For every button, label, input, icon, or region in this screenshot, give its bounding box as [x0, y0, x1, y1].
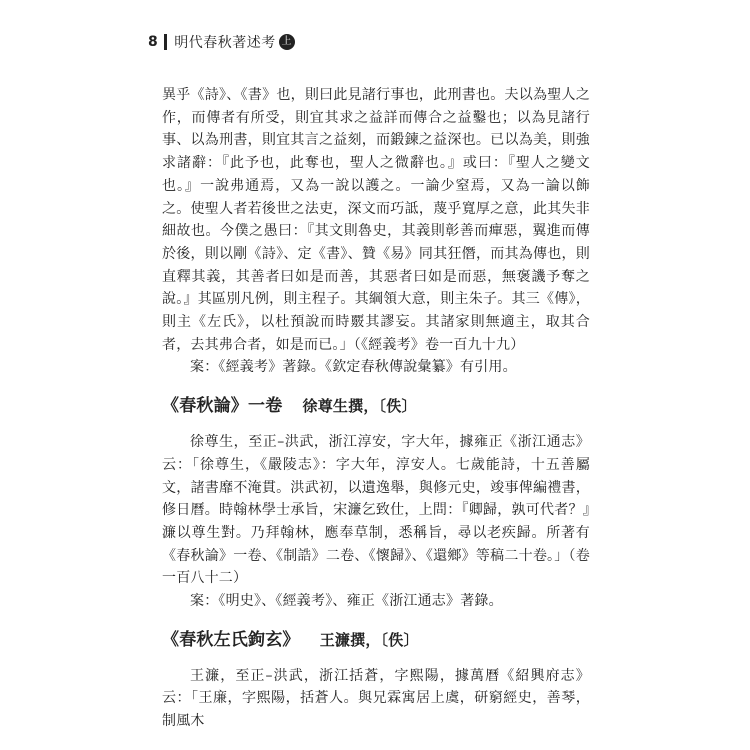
- entry-body: 徐尊生，至正–洪武，浙江淳安，字大年，據雍正《浙江通志》云：「徐尊生，《嚴陵志》：字大年，淳安人。七歲能詩，十五善屬文，諸書靡不淹貫。洪武初，以遺逸舉，與修元史，竣事俾編禮書，修日曆。時翰林學士承旨，宋濂乞致仕，上問：『卿歸，孰可代者？』濂以尊生對。乃拜翰林，應奉草制，悉稱旨，尋以老疾歸。所著有《春秋論》一卷、《制誥》二卷、《懷歸》、《還鄉》等稿二十卷。」（卷一百八十二）: [162, 434, 590, 587]
- entry-status: 〔佚〕: [380, 630, 419, 649]
- page-content: [162, 84, 590, 733]
- entry-author: 徐尊生撰，: [302, 397, 379, 416]
- entry-body: 王濂，至正–洪武，浙江括蒼，字熙陽，據萬曆《紹興府志》云：「王廉，字熙陽，括蒼人。與兄霖寓居上虞，研窮經史，善琴，制風木: [162, 667, 590, 730]
- entry-heading: [162, 393, 590, 419]
- header-divider: [164, 34, 167, 50]
- continued-paragraph: 異乎《詩》、《書》也，則曰此見諸行事也，此刑書也。夫以為聖人之作，而傳者有所受，則宜其求之益詳而傳合之益鑿也；以為見諸行事、以為刑書，則宜其言之益刻，而鍛鍊之益深也。已以為美，則強求諸辭：『此予也，此奪也，聖人之微辭也。』或曰：『聖人之變文也。』一說弗通焉，又為一說以護之。一論少窒焉，又為一論以飾之。使聖人者若後世之法吏，深文而巧詆，蔑乎寬厚之意，此其失非細故也。今僕之愚曰：『其文則魯史，其義則彰善而癉惡，翼進而傳於後，則以剛《詩》、定《書》、贊《易》同其狂僭，而其為傳也，則直釋其義，其善者曰如是而善，其惡者曰如是而惡，無褒譏予奪之說。』其區別凡例，則主程子。其綱領大意，則主朱子。其三《傳》，則主《左氏》，以杜預說而時覈其謬妄。其諸家則無適主，取其合者，去其弗合者，如是而已。」（《經義考》卷一百九十九）: [162, 87, 590, 353]
- book-title: 明代春秋著述考: [174, 35, 276, 51]
- entry-status: 〔佚〕: [378, 397, 417, 416]
- entry-title: 《春秋左氏鉤玄》: [162, 629, 300, 650]
- entry-author: 王濂撰，: [319, 630, 381, 649]
- page-number: 8: [148, 34, 159, 50]
- volume-mark: 上: [279, 34, 295, 50]
- note-paragraph: 案：《明史》、《經義考》、雍正《浙江通志》著錄。: [190, 593, 503, 610]
- entry-heading: [162, 627, 590, 653]
- entry-title: 《春秋論》一卷: [162, 396, 283, 417]
- running-head: [148, 32, 295, 52]
- note-paragraph: 案：《經義考》著錄。《欽定春秋傳說彙纂》有引用。: [190, 359, 517, 376]
